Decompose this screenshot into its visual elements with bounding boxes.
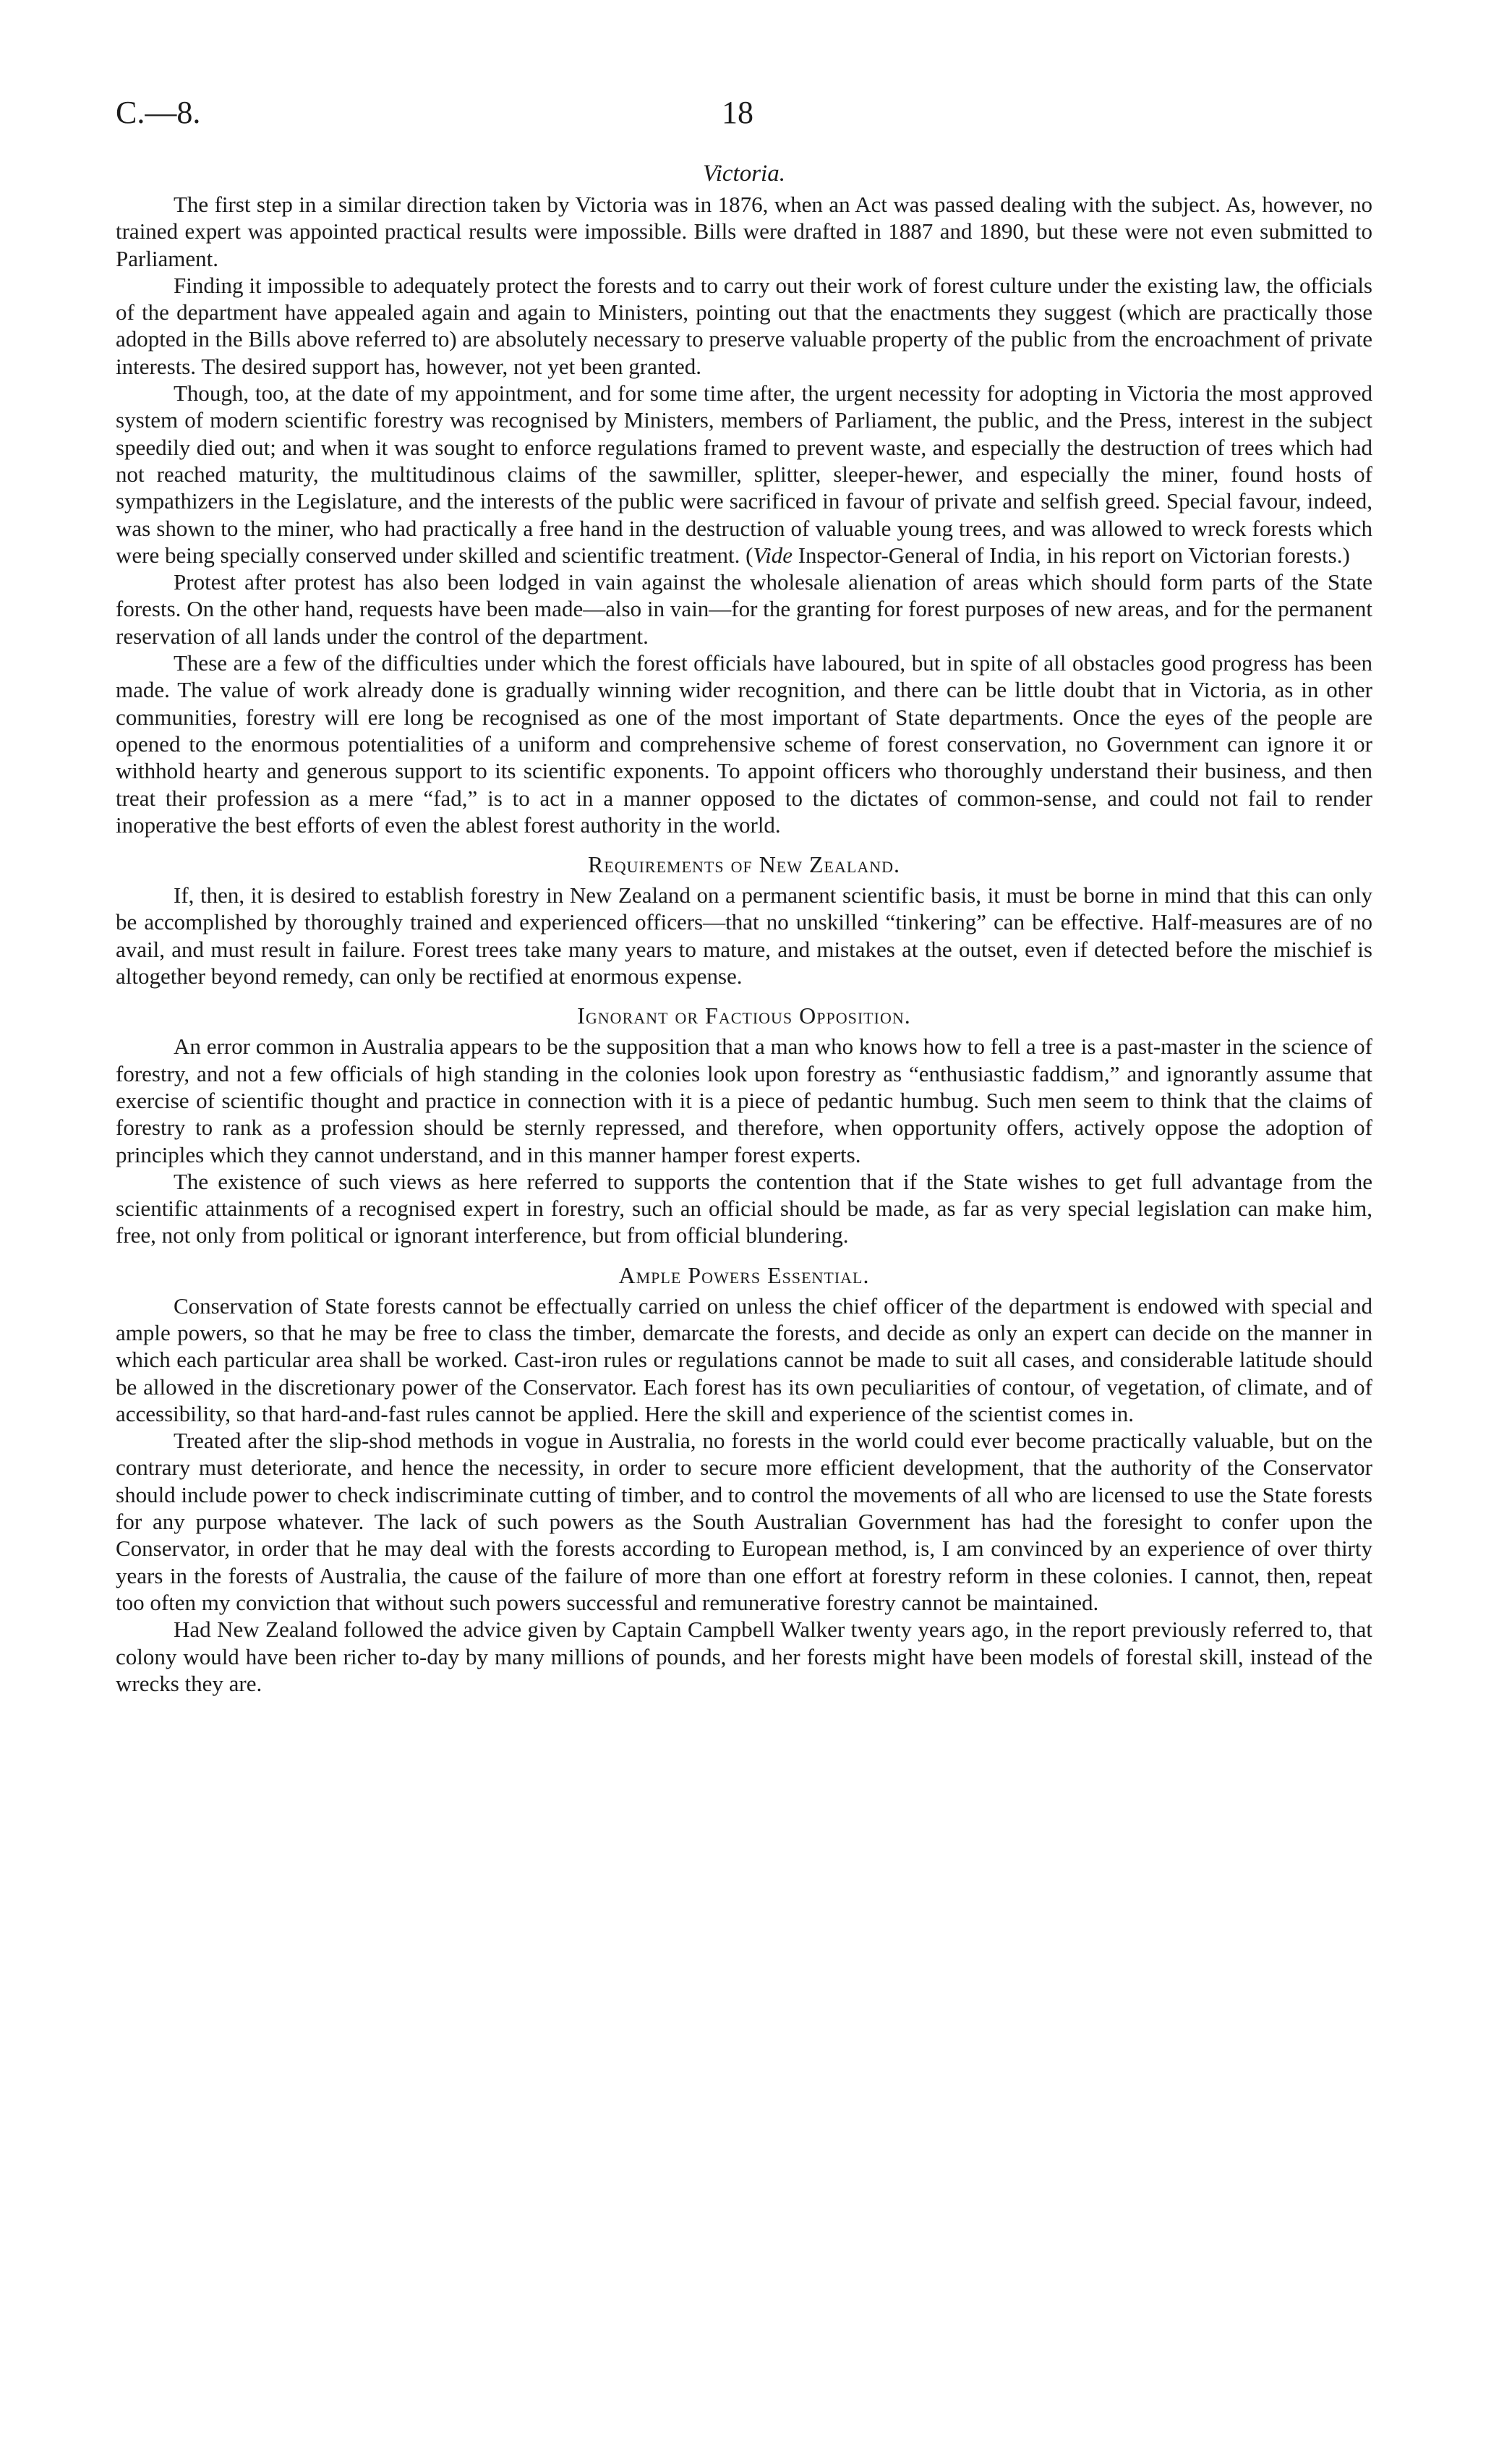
paragraph: [116, 380, 1372, 569]
paragraph-text: Inspector-General of India, in his report on Victorian forests.): [792, 542, 1350, 568]
paragraph: The existence of such views as here referred to supports the contention that if the State wishes to get full advantage from the scientific attainments of a recognised expert in forestry, such an official should be made, as far as very special legislation can make him, free, not only from political or ignorant interference, but from official blundering.: [116, 1168, 1372, 1248]
paragraph: Had New Zealand followed the advice given by Captain Campbell Walker twenty years ago, in the report previously referred to, that colony would have been richer to-day by many millions of pounds, and her forests might have been models of forestal skill, instead of the wrecks they are.: [116, 1617, 1372, 1696]
section-powers: [116, 1262, 1372, 1697]
page-header: [116, 80, 1372, 136]
paragraph: Protest after protest has also been lodged in vain against the wholesale alienation of areas which should form parts of the State forests. On the other hand, requests have been made—also in vain—for the granting for forest purposes of new areas, and for the permanent reservation of all lands under the control of the department.: [116, 569, 1372, 649]
paragraph: These are a few of the difficulties under which the forest officials have laboured, but in spite of all obstacles good progress has been made. The value of work already done is gradually winning wider recognition, and there can be little doubt that in Victoria, as in other communities, forestry will ere long be recognised as one of the most important of State departments. Once the eyes of the people are opened to the enormous potentialities of a uniform and comprehensive scheme of forest conservation, no Government can ignore it or withhold hearty and generous support to its scientific exponents. To appoint officers who thoroughly understand their business, and then treat their profession as a mere “fad,” is to act in a manner opposed to the dictates of common-sense, and could not fail to render inoperative the best efforts of even the ablest forest authority in the world.: [116, 650, 1372, 838]
section-title-victoria: Victoria.: [703, 161, 785, 187]
section-victoria: [116, 161, 1372, 838]
paragraph: If, then, it is desired to establish forestry in New Zealand on a permanent scientific basis, it must be borne in mind that this can only be accomplished by thoroughly trained and experienced officers—that no unskilled “tinkering” can be effective. Half-measures are of no avail, and must result in failure. Forest trees take many years to mature, and mistakes at the outset, even if detected before the mischief is altogether beyond remedy, can only be rectified at enormous expense.: [116, 882, 1372, 989]
vide-citation: Vide: [753, 542, 793, 568]
section-requirements: [116, 851, 1372, 989]
document-page: [116, 80, 1372, 1697]
paragraph: The first step in a similar direction taken by Victoria was in 1876, when an Act was passed dealing with the subject. As, however, no trained expert was appointed practical results were impossible. Bills were drafted in 1887 and 1890, but these were not even submitted to Parliament.: [116, 192, 1372, 271]
paragraph: Finding it impossible to adequately protect the forests and to carry out their work of forest culture under the existing law, the officials of the department have appealed again and again to Ministers, pointing out that the enactments they suggest (which are practically those adopted in the Bills above referred to) are absolutely necessary to preserve valuable property of the public from the encroachment of private interests. The desired support has, however, not yet been granted.: [116, 272, 1372, 379]
page-number: 18: [722, 95, 753, 130]
section-heading-powers: Ample Powers Essential.: [618, 1261, 870, 1288]
paragraph: An error common in Australia appears to be the supposition that a man who knows how to fell a tree is a past-master in the science of forestry, and not a few officials of high standing in the colonies look upon forestry as “enthusiastic faddism,” and ignorantly assume that exercise of scientific thought and practice in connection with it is a piece of pedantic humbug. Such men seem to think that the claims of forestry to rank as a profession should be sternly repressed, and therefore, when opportunity offers, actively oppose the adoption of principles which they cannot understand, and in this manner hamper forest experts.: [116, 1034, 1372, 1167]
document-reference: C.—8.: [116, 95, 201, 130]
paragraph-text: Though, too, at the date of my appointment, and for some time after, the urgent necessity for adopting in Victoria the most approved system of modern scientific forestry was recognised by Ministers, members of Parliament, the public, and the Press, interest in the subject speedily died out; and when it was sought to enforce regulations framed to prevent waste, and especially the destruction of trees which had not reached maturity, the multitudinous claims of the sawmiller, splitter, sleeper-hewer, and especially the miner, found hosts of sympathizers in the Legislature, and the interests of the public were sacrificed in favour of private and selfish greed. Special favour, indeed, was shown to the miner, who had practically a free hand in the destruction of valuable young trees, and was allowed to wreck forests which were being specially conserved under skilled and scientific treatment. (: [116, 380, 1372, 568]
section-opposition: [116, 1002, 1372, 1248]
section-heading-opposition: Ignorant or Factious Opposition.: [577, 1002, 911, 1029]
section-heading-requirements: Requirements of New Zealand.: [588, 851, 900, 878]
paragraph: Conservation of State forests cannot be effectually carried on unless the chief officer of the department is endowed with special and ample powers, so that he may be free to class the timber, demarcate the forests, and decide as only an expert can decide on the manner in which each particular area shall be worked. Cast-iron rules or regulations cannot be made to suit all cases, and considerable latitude should be allowed in the discretionary power of the Conservator. Each forest has its own peculiarities of contour, of vegetation, of climate, and of accessibility, so that hard-and-fast rules cannot be applied. Here the skill and experience of the scientist comes in.: [116, 1293, 1372, 1426]
paragraph: Treated after the slip-shod methods in vogue in Australia, no forests in the world could ever become practically valuable, but on the contrary must deteriorate, and hence the necessity, in order to secure more efficient development, that the authority of the Conservator should include power to check indiscriminate cutting of timber, and to control the movements of all who are licensed to use the State forests for any purpose whatever. The lack of such powers as the South Australian Government has had the foresight to confer upon the Conservator, in order that he may deal with the forests according to European method, is, I am convinced by an experience of over thirty years in the forests of Australia, the cause of the failure of more than one effort at forestry reform in these colonies. I cannot, then, repeat too often my conviction that without such powers successful and remunerative forestry cannot be maintained.: [116, 1428, 1372, 1615]
